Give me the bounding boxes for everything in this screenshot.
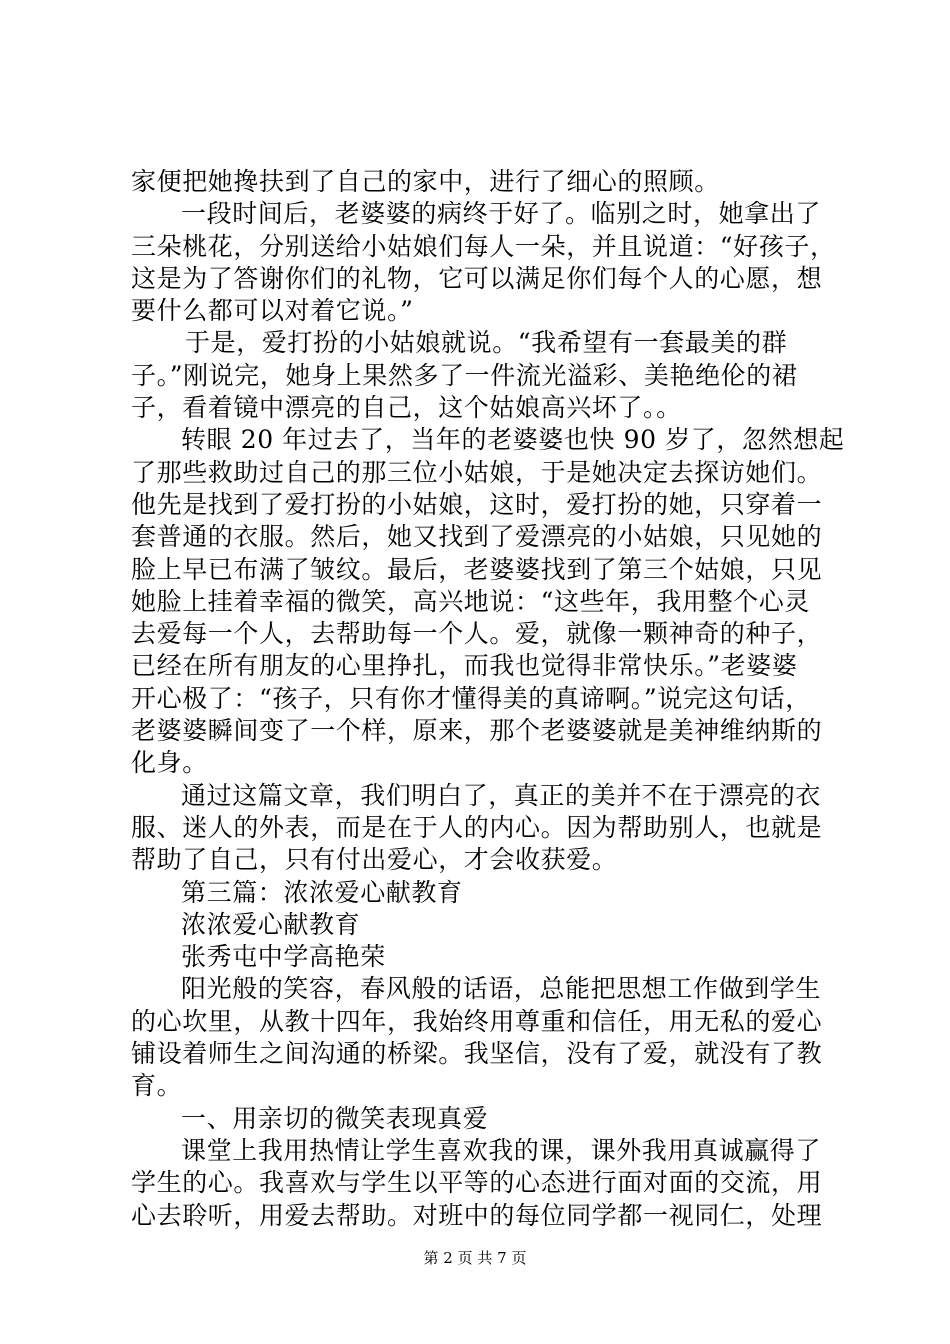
article-author: 张秀屯中学高艳荣	[181, 942, 386, 972]
text-line: 脸上早已布满了皱纹。最后，老婆婆找到了第三个姑娘，只见	[131, 554, 823, 584]
text-line: 开心极了：“孩子，只有你才懂得美的真谛啊。”说完这句话，	[131, 683, 811, 713]
text-line: 了那些救助过自己的那三位小姑娘，于是她决定去探访她们。	[131, 457, 823, 487]
text-line: 铺设着师生之间沟通的桥梁。我坚信，没有了爱，就没有了教	[131, 1039, 823, 1069]
text-line: 已经在所有朋友的心里挣扎，而我也觉得非常快乐。”老婆婆	[131, 651, 798, 681]
page-footer	[0, 1248, 950, 1268]
text-line: 育。	[131, 1071, 183, 1101]
text-line: 化身。	[131, 748, 208, 778]
section-heading: 第三篇：浓浓爱心献教育	[181, 877, 463, 907]
text-line: 去爱每一个人，去帮助每一个人。爱，就像一颗神奇的种子，	[131, 619, 823, 649]
paragraph-start: 转眼 20 年过去了，当年的老婆婆也快 90 岁了，忽然想起	[181, 425, 845, 455]
text-line: 老婆婆瞬间变了一个样，原来，那个老婆婆就是美神维纳斯的	[131, 716, 823, 746]
paragraph-start: 课堂上我用热情让学生喜欢我的课，课外我用真诚赢得了	[181, 1135, 822, 1165]
text-line: 家便把她搀扶到了自己的家中，进行了细心的照顾。	[131, 167, 720, 196]
text-line: 服、迷人的外表，而是在于人的内心。因为帮助别人，也就是	[131, 812, 823, 842]
text-line: 套普通的衣服。然后，她又找到了爱漂亮的小姑娘，只见她的	[131, 522, 823, 552]
text-line: 要什么都可以对着它说。”	[131, 296, 414, 326]
subsection-heading: 一、用亲切的微笑表现真爱	[181, 1103, 489, 1133]
text-line: 帮助了自己，只有付出爱心，才会收获爱。	[131, 845, 618, 875]
text-line: 她脸上挂着幸福的微笑，高兴地说：“这些年，我用整个心灵	[131, 586, 810, 616]
paragraph-start: 通过这篇文章，我们明白了，真正的美并不在于漂亮的衣	[181, 780, 822, 810]
text-line: 学生的心。我喜欢与学生以平等的心态进行面对面的交流，用	[131, 1168, 823, 1198]
text-line: 这是为了答谢你们的礼物，它可以满足你们每个人的心愿，想	[131, 263, 823, 293]
body-text	[131, 166, 845, 1232]
text-line: 的心坎里，从教十四年，我始终用尊重和信任，用无私的爱心	[131, 1006, 823, 1036]
paragraph-start: 一段时间后，老婆婆的病终于好了。临别之时，她拿出了	[181, 199, 822, 229]
article-title: 浓浓爱心献教育	[181, 909, 361, 939]
text-line: 心去聆听，用爱去帮助。对班中的每位同学都一视同仁，处理	[131, 1200, 823, 1230]
paragraph-start: 于是，爱打扮的小姑娘就说。“我希望有一套最美的群	[185, 328, 788, 358]
text-line: 他先是找到了爱打扮的小姑娘，这时，爱打扮的她，只穿着一	[131, 489, 823, 519]
text-line: 子。”刚说完，她身上果然多了一件流光溢彩、美艳绝伦的裙	[131, 360, 798, 390]
text-line: 子，看着镜中漂亮的自己，这个姑娘高兴坏了。。	[131, 393, 682, 423]
page-number-label: 第 2 页 共 7 页	[423, 1249, 527, 1267]
paragraph-start: 阳光般的笑容，春风般的话语，总能把思想工作做到学生	[181, 974, 822, 1004]
text-line: 三朵桃花，分别送给小姑娘们每人一朵，并且说道：“好孩子，	[131, 231, 836, 261]
